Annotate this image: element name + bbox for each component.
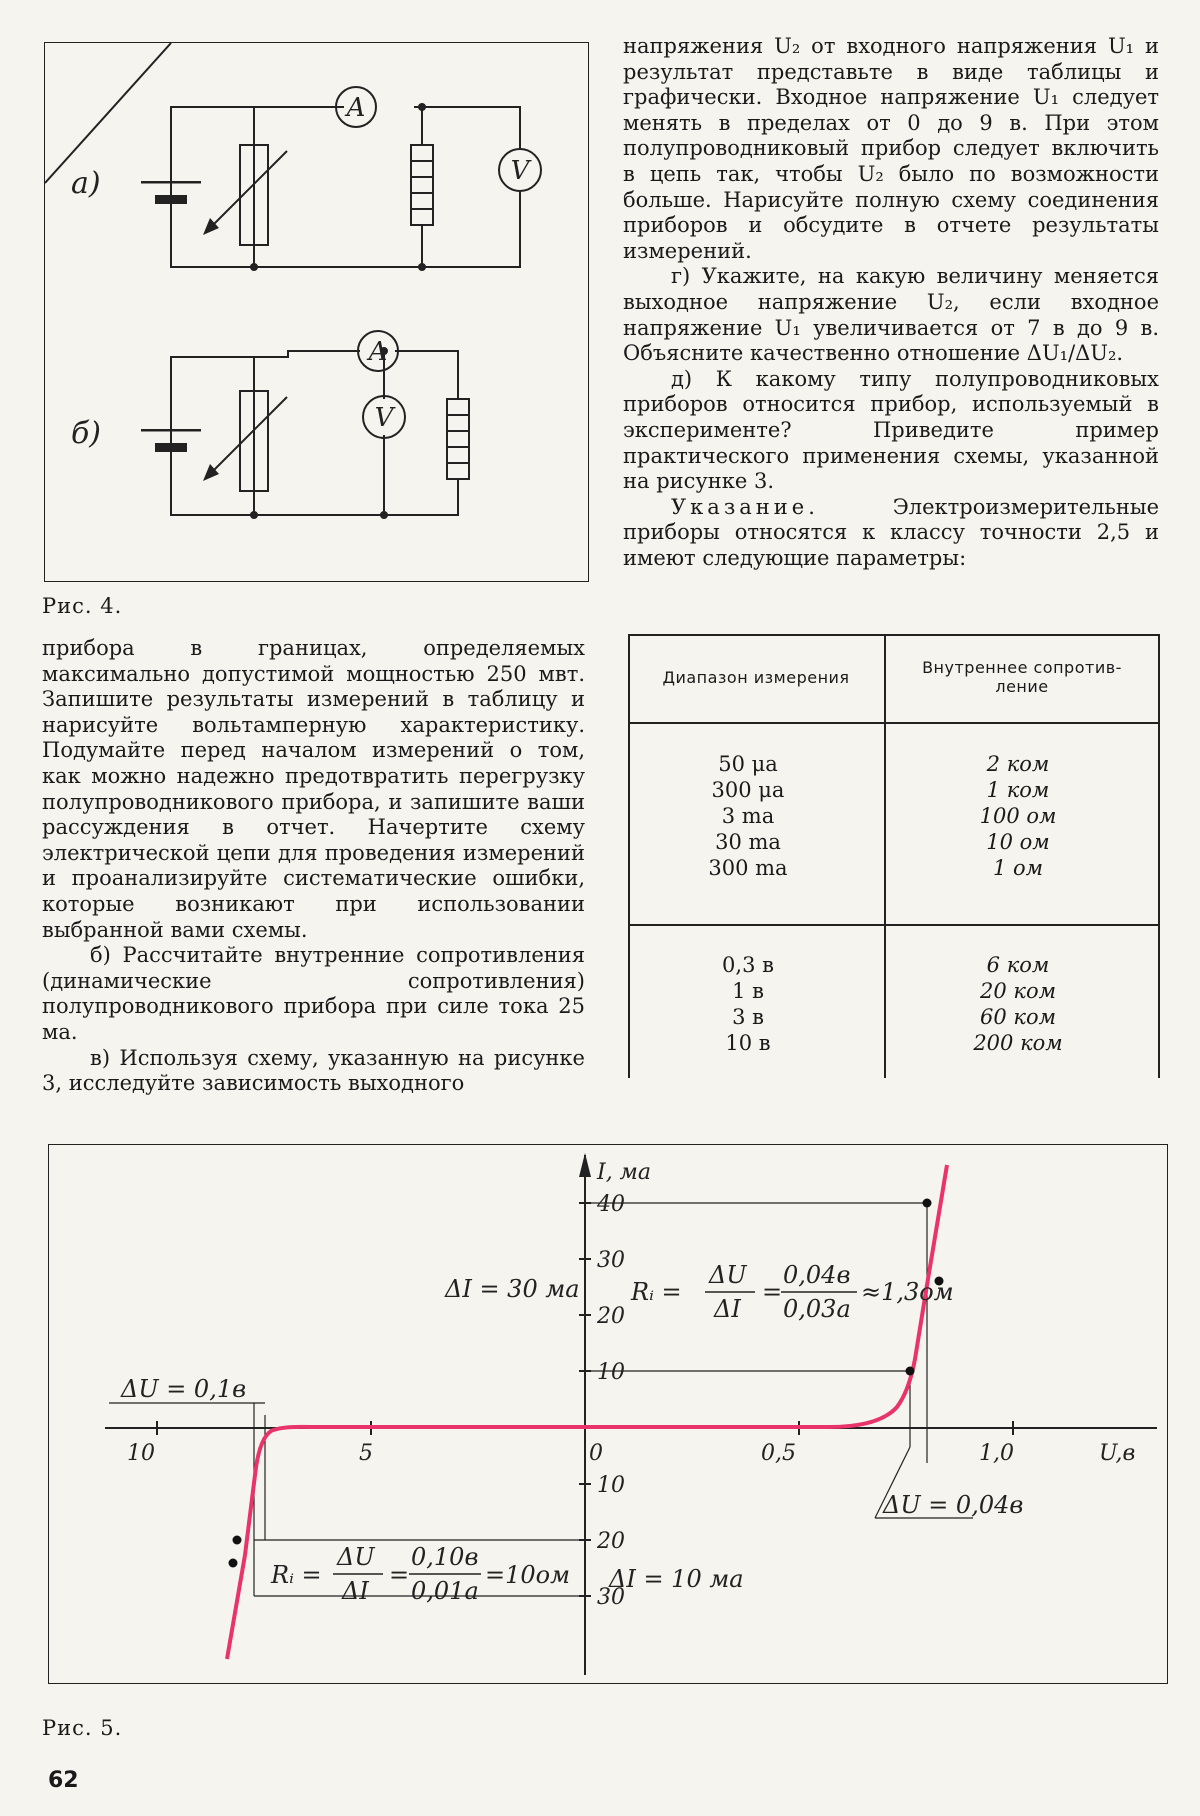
svg-text:ΔU: ΔU bbox=[337, 1543, 375, 1571]
iv-chart bbox=[49, 1145, 1169, 1685]
table-cell: 300 μа bbox=[711, 778, 785, 802]
x-tick-label: 5 bbox=[359, 1441, 373, 1466]
circuit-a-label: a) bbox=[71, 166, 101, 201]
table-cell: 1 ком bbox=[986, 778, 1050, 802]
svg-text:0,04в: 0,04в bbox=[783, 1261, 851, 1289]
y-tick-label: 10 bbox=[597, 1360, 625, 1385]
origin-label: 0 bbox=[589, 1441, 603, 1466]
table-rule bbox=[628, 634, 630, 1078]
voltage-resistance-list bbox=[928, 952, 1108, 1056]
table-cell: 1 в bbox=[732, 979, 764, 1003]
delta-i-bottom: ΔI = 10 ма bbox=[609, 1565, 744, 1593]
table-cell: 10 ом bbox=[986, 830, 1050, 854]
y-tick-label: 30 bbox=[597, 1248, 625, 1273]
table-cell: 3 в bbox=[732, 1005, 764, 1029]
delta-u-left: ΔU = 0,1в bbox=[121, 1375, 247, 1403]
y-tick-label: 10 bbox=[597, 1473, 625, 1498]
note-lead: Указание. bbox=[671, 494, 819, 519]
table-rule bbox=[884, 634, 886, 1078]
svg-text:=: = bbox=[389, 1561, 410, 1589]
current-resistance-list bbox=[928, 751, 1108, 881]
table-cell: 60 ком bbox=[980, 1005, 1056, 1029]
svg-text:Rᵢ =: Rᵢ = bbox=[271, 1561, 322, 1589]
chart-marks bbox=[227, 1165, 947, 1659]
table-cell: 50 μа bbox=[718, 752, 778, 776]
voltmeter-b-label: V bbox=[374, 403, 394, 433]
table-rule bbox=[628, 924, 1160, 926]
svg-text:Rᵢ =: Rᵢ = bbox=[631, 1278, 682, 1306]
paragraph bbox=[623, 495, 1159, 572]
table-rule bbox=[628, 722, 1160, 724]
table-cell: 2 ком bbox=[986, 752, 1050, 776]
circuit-b-label: б) bbox=[71, 416, 102, 451]
delta-u-right: ΔU = 0,04в bbox=[883, 1491, 1024, 1519]
curve-marker-dot bbox=[233, 1536, 242, 1545]
svg-text:=: = bbox=[762, 1278, 783, 1306]
table-rule bbox=[1158, 634, 1160, 1078]
table-cell: 100 ом bbox=[979, 804, 1057, 828]
instrument-table bbox=[628, 634, 1160, 1078]
annotations bbox=[120, 1275, 1023, 1593]
figure-5-caption: Рис. 5. bbox=[42, 1716, 123, 1740]
svg-text:ΔI: ΔI bbox=[714, 1295, 741, 1323]
y-axis-label: I, ма bbox=[597, 1160, 652, 1185]
text-column-left bbox=[42, 636, 585, 1097]
table-cell: 300 mа bbox=[708, 856, 788, 880]
paragraph: б) Рассчитайте внутренние сопротивления (динамические сопротивления) полупроводникового прибора при силе тока 25 ма. bbox=[42, 943, 585, 1044]
figure-4-caption: Рис. 4. bbox=[42, 594, 123, 618]
svg-text:ΔU: ΔU bbox=[709, 1261, 747, 1289]
svg-text:0,03а: 0,03а bbox=[783, 1295, 851, 1323]
y-tick-label: 30 bbox=[597, 1585, 625, 1610]
iv-curve bbox=[227, 1165, 947, 1659]
note-text: Электроизмерительные приборы относятся к классу точности 2,5 и имеют следующие параметры: bbox=[623, 494, 1159, 570]
curve-marker-dot bbox=[923, 1199, 932, 1208]
voltmeter-a-label: V bbox=[510, 156, 530, 186]
table-header-range: Диапазон измерения bbox=[662, 668, 850, 687]
formula-top bbox=[630, 1261, 954, 1323]
table-cell: 200 ком bbox=[973, 1031, 1063, 1055]
x-tick-label: 10 bbox=[127, 1441, 155, 1466]
table-cell: 30 mа bbox=[715, 830, 781, 854]
table-cell: 20 ком bbox=[980, 979, 1056, 1003]
x-tick-label: 1,0 bbox=[979, 1441, 1014, 1466]
curve-marker-dot bbox=[229, 1559, 238, 1568]
curve-marker-dot bbox=[906, 1367, 915, 1376]
svg-text:0,01а: 0,01а bbox=[411, 1577, 479, 1605]
paragraph: прибора в границах, определяемых максимально допустимой мощностью 250 мвт. Запишите результаты измерений в таблицу и нарисуйте вольтамперную характеристику. Подумайте перед началом измерений о том, как можно надежно предотвратить перегрузку полупроводникового прибора, и запишите ваши рассуждения в отчет. Начертите схему электрической цепи для проведения измерений и проанализируйте систематические ошибки, которые возникают при использовании выбранной вами схемы. bbox=[42, 636, 585, 942]
current-range-list bbox=[668, 751, 828, 881]
svg-text:0,10в: 0,10в bbox=[411, 1543, 479, 1571]
voltage-range-list bbox=[668, 952, 828, 1056]
figure-4-circuits bbox=[44, 42, 589, 582]
page-number: 62 bbox=[48, 1768, 79, 1793]
table-cell: 1 ом bbox=[992, 856, 1044, 880]
y-tick-label: 20 bbox=[597, 1529, 625, 1554]
delta-i-top: ΔI = 30 ма bbox=[445, 1275, 580, 1303]
svg-text:≈1,3ом: ≈1,3ом bbox=[861, 1278, 954, 1306]
svg-text:ΔI: ΔI bbox=[342, 1577, 369, 1605]
text-column-right bbox=[623, 34, 1159, 571]
paragraph: в) Используя схему, указанную на рисунке 3, исследуйте зависимость выходного bbox=[42, 1045, 585, 1096]
y-tick-label: 40 bbox=[597, 1192, 625, 1217]
circuit-diagrams bbox=[45, 43, 590, 583]
paragraph: д) К какому типу полупроводниковых приборов относится прибор, используемый в эксперименте? Приведите пример практического применения схемы, указанной на рисунке 3. bbox=[623, 366, 1159, 494]
ammeter-a-label: A bbox=[346, 93, 366, 123]
figure-5-iv-curve bbox=[48, 1144, 1168, 1684]
tick-labels bbox=[127, 1160, 1135, 1610]
table-header-resistance: Внутреннее сопротив- ление bbox=[922, 658, 1122, 696]
table-cell: 6 ком bbox=[986, 953, 1050, 977]
paragraph: напряжения U₂ от входного напряжения U₁ и результат представьте в виде таблицы и графически. Входное напряжение U₁ следует менять в пределах от 0 до 9 в. При этом полупроводниковый прибор следует включить в цепь так, чтобы U₂ было по возможности больше. Нарисуйте полную схему соединения приборов и обсудите в отчете результаты измерений. bbox=[623, 34, 1159, 263]
paragraph: г) Укажите, на какую величину меняется выходное напряжение U₂, если входное напряжение U₁ увеличивается от 7 в до 9 в. Объясните качественно отношение ΔU₁/ΔU₂. bbox=[623, 264, 1159, 366]
svg-text:=10ом: =10ом bbox=[485, 1561, 570, 1589]
ammeter-b-label: A bbox=[368, 337, 388, 367]
table-cell: 3 mа bbox=[721, 804, 775, 828]
table-cell: 0,3 в bbox=[722, 953, 774, 977]
x-axis-label: U,в bbox=[1099, 1441, 1136, 1466]
y-tick-label: 20 bbox=[597, 1304, 625, 1329]
table-cell: 10 в bbox=[725, 1031, 771, 1055]
x-tick-label: 0,5 bbox=[761, 1441, 796, 1466]
table-rule bbox=[628, 634, 1160, 636]
y-axis-arrow bbox=[579, 1153, 591, 1177]
